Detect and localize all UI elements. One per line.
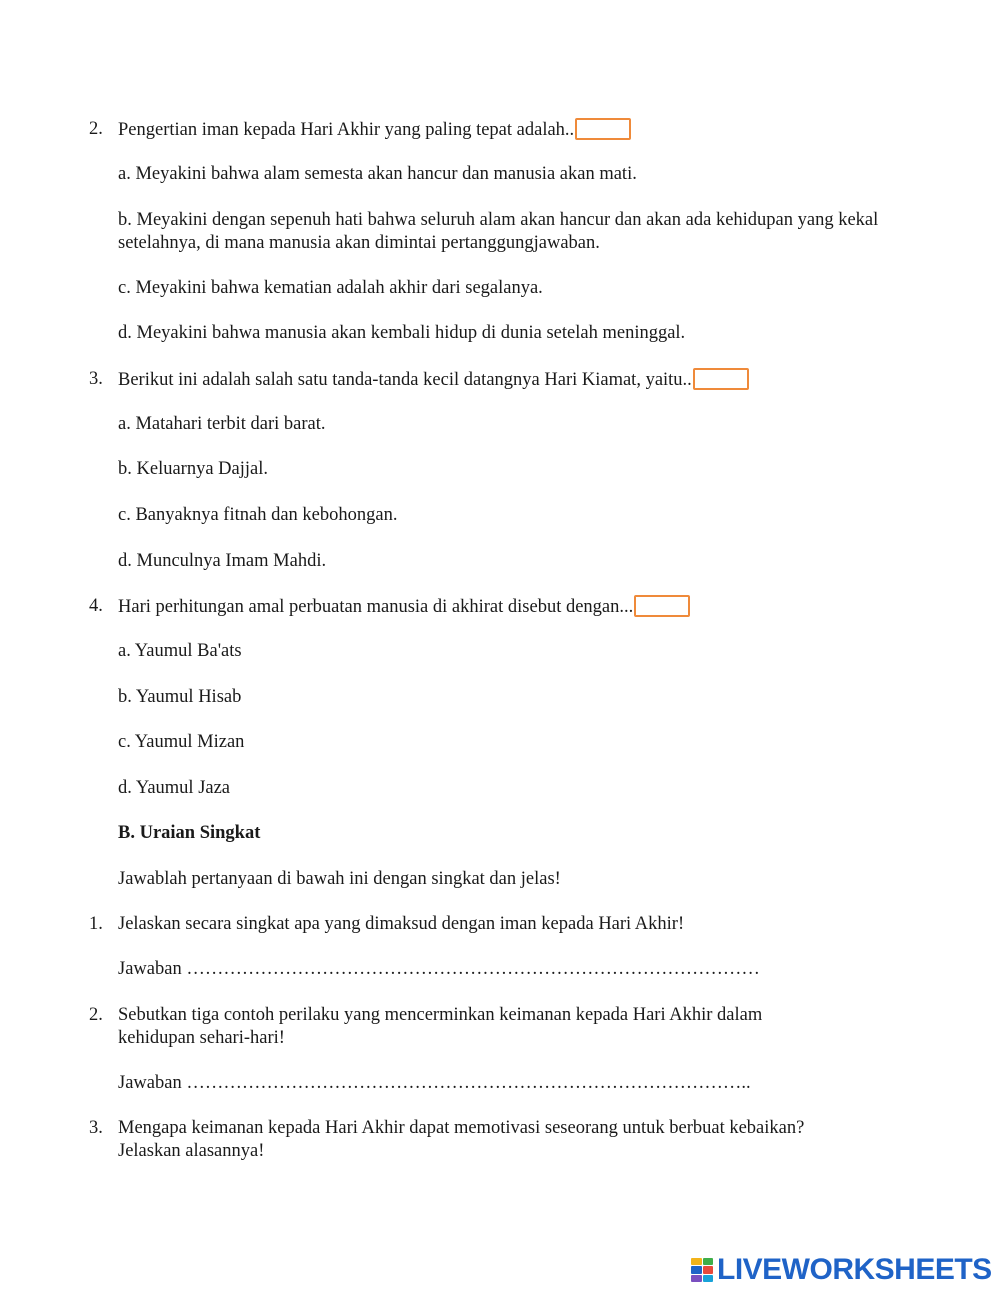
option-d: d. Munculnya Imam Mahdi. (118, 551, 327, 571)
section-instruction: Jawablah pertanyaan di bawah ini dengan singkat dan jelas! (118, 869, 561, 889)
question-text: Sebutkan tiga contoh perilaku yang mencerminkan keimanan kepada Hari Akhir dalam kehidupan sehari-hari! (118, 1005, 763, 1048)
section-heading: B. Uraian Singkat (118, 823, 261, 843)
question-text: Hari perhitungan amal perbuatan manusia di akhirat disebut dengan... (118, 595, 908, 619)
answer-input-box[interactable] (693, 368, 749, 390)
question-number: 4. (89, 596, 103, 616)
option-c: c. Yaumul Mizan (118, 732, 245, 752)
answer-line: Jawaban ……………………………………………………………………………….. (118, 1073, 751, 1093)
answer-line: Jawaban ………………………………………………………………………………… (118, 959, 760, 979)
option-c: c. Meyakini bahwa kematian adalah akhir dari segalanya. (118, 278, 543, 298)
question-number: 2. (89, 1005, 103, 1025)
option-a: a. Yaumul Ba'ats (118, 641, 242, 661)
option-b: b. Keluarnya Dajjal. (118, 459, 268, 479)
question-text: Mengapa keimanan kepada Hari Akhir dapat memotivasi seseorang untuk berbuat kebaikan? Jelaskan alasannya! (118, 1118, 805, 1161)
brand-name: LIVEWORKSHEETS (717, 1253, 992, 1286)
liveworksheets-logo-icon (691, 1258, 713, 1282)
option-d: d. Yaumul Jaza (118, 778, 231, 798)
question-number: 3. (89, 369, 103, 389)
option-d: d. Meyakini bahwa manusia akan kembali hidup di dunia setelah meninggal. (118, 323, 686, 343)
option-c: c. Banyaknya fitnah dan kebohongan. (118, 505, 398, 525)
question-number: 1. (89, 914, 103, 934)
option-a: a. Meyakini bahwa alam semesta akan hancur dan manusia akan mati. (118, 164, 637, 184)
question-text: Berikut ini adalah salah satu tanda-tanda kecil datangnya Hari Kiamat, yaitu.. (118, 368, 908, 392)
answer-input-box[interactable] (634, 595, 690, 617)
option-b: b. Yaumul Hisab (118, 687, 242, 707)
answer-input-box[interactable] (575, 118, 631, 140)
option-a: a. Matahari terbit dari barat. (118, 414, 326, 434)
liveworksheets-logo (691, 1252, 992, 1288)
question-text: Pengertian iman kepada Hari Akhir yang paling tepat adalah.. (118, 118, 908, 142)
question-text: Jelaskan secara singkat apa yang dimaksud dengan iman kepada Hari Akhir! (118, 914, 685, 934)
question-number: 2. (89, 119, 103, 139)
question-number: 3. (89, 1118, 103, 1138)
option-b: b. Meyakini dengan sepenuh hati bahwa seluruh alam akan hancur dan akan ada kehidupan yang kekal setelahnya, di mana manusia akan dimintai pertanggungjawaban. (118, 210, 879, 253)
